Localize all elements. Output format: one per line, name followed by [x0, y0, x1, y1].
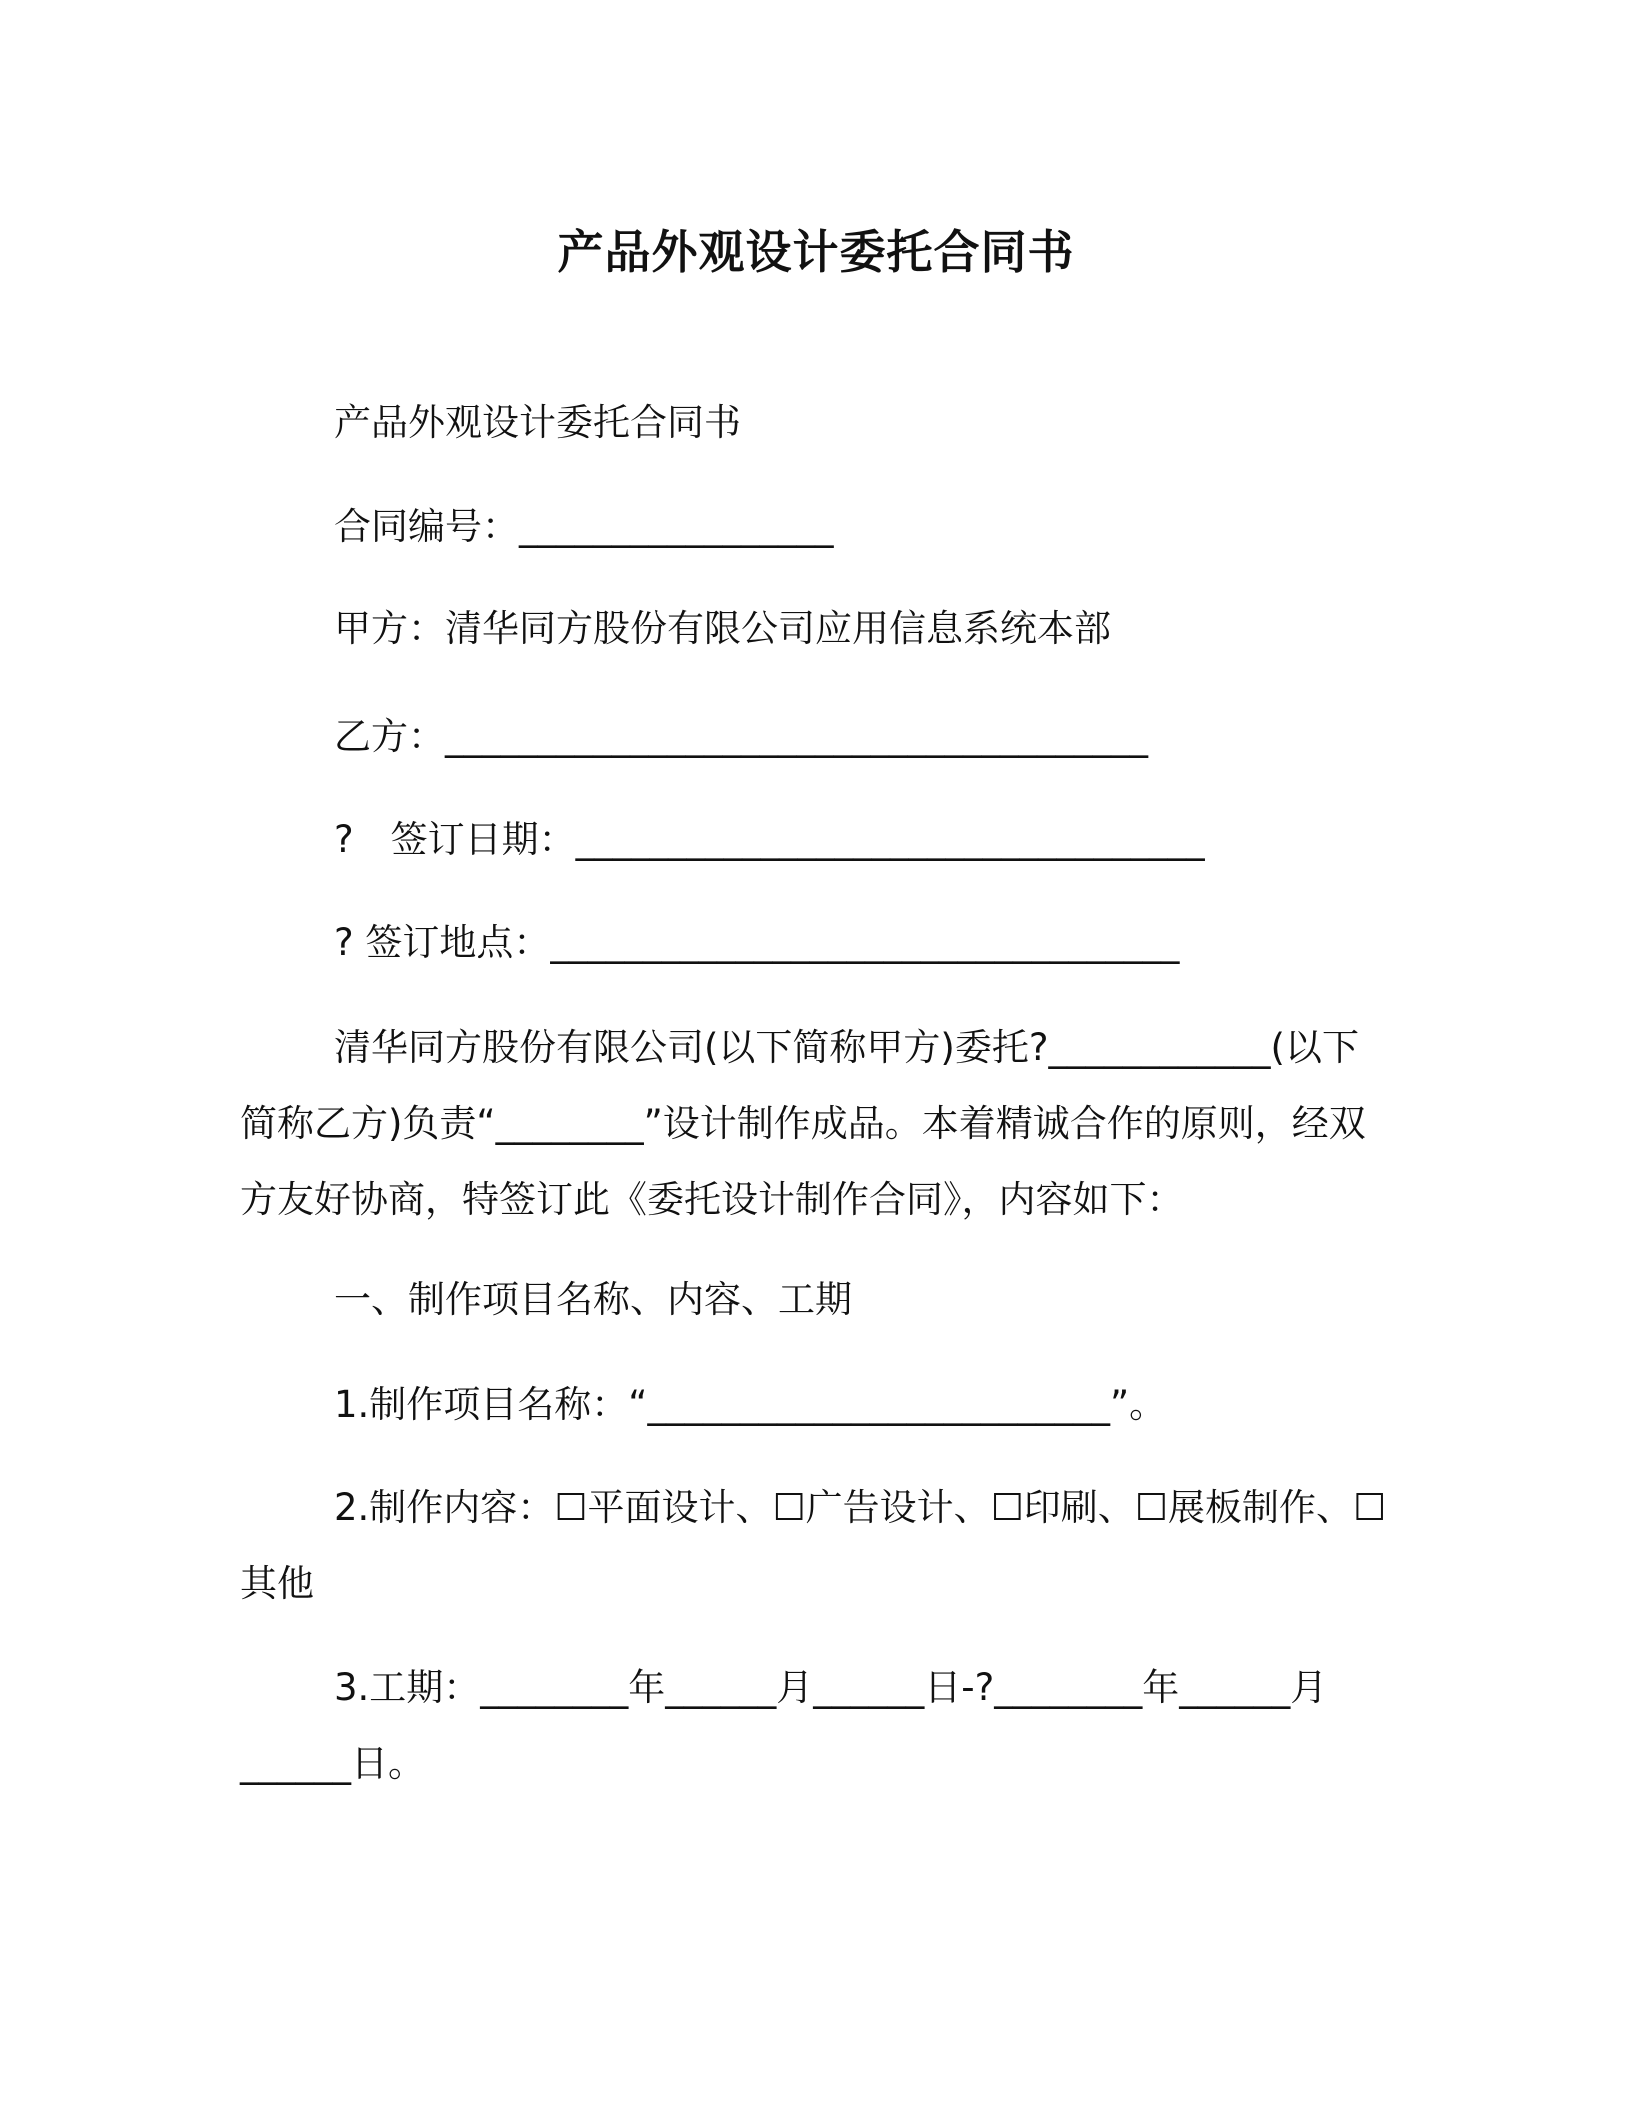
section-1-heading: 一、制作项目名称、内容、工期 — [334, 1278, 852, 1321]
sign-date-field: ? 签订日期：__________________________________ — [334, 818, 1205, 861]
item-2-content: 2.制作内容：☐平面设计、☐广告设计、☐印刷、☐展板制作、☐其他 — [240, 1486, 1387, 1605]
contract-number-field: 合同编号：_________________ — [334, 505, 834, 548]
document-subtitle: 产品外观设计委托合同书 — [334, 401, 741, 444]
document-title: 产品外观设计委托合同书 — [557, 225, 1075, 279]
item-1-project-name: 1.制作项目名称：“_________________________”。 — [334, 1383, 1167, 1426]
sign-place-field: ? 签订地点：__________________________________ — [334, 921, 1180, 964]
party-a-line: 甲方：清华同方股份有限公司应用信息系统本部 — [334, 607, 1111, 650]
item-3-schedule: 3.工期：________年______月______日-?________年______月______日。 — [240, 1666, 1328, 1785]
party-b-field: 乙方：______________________________________ — [334, 715, 1148, 758]
intro-paragraph: 清华同方股份有限公司(以下简称甲方)委托?____________(以下简称乙方)负责“________”设计制作成品。本着精诚合作的原则，经双方友好协商，特签订此《委托设计制作合同》，内容如下： — [240, 1026, 1366, 1221]
